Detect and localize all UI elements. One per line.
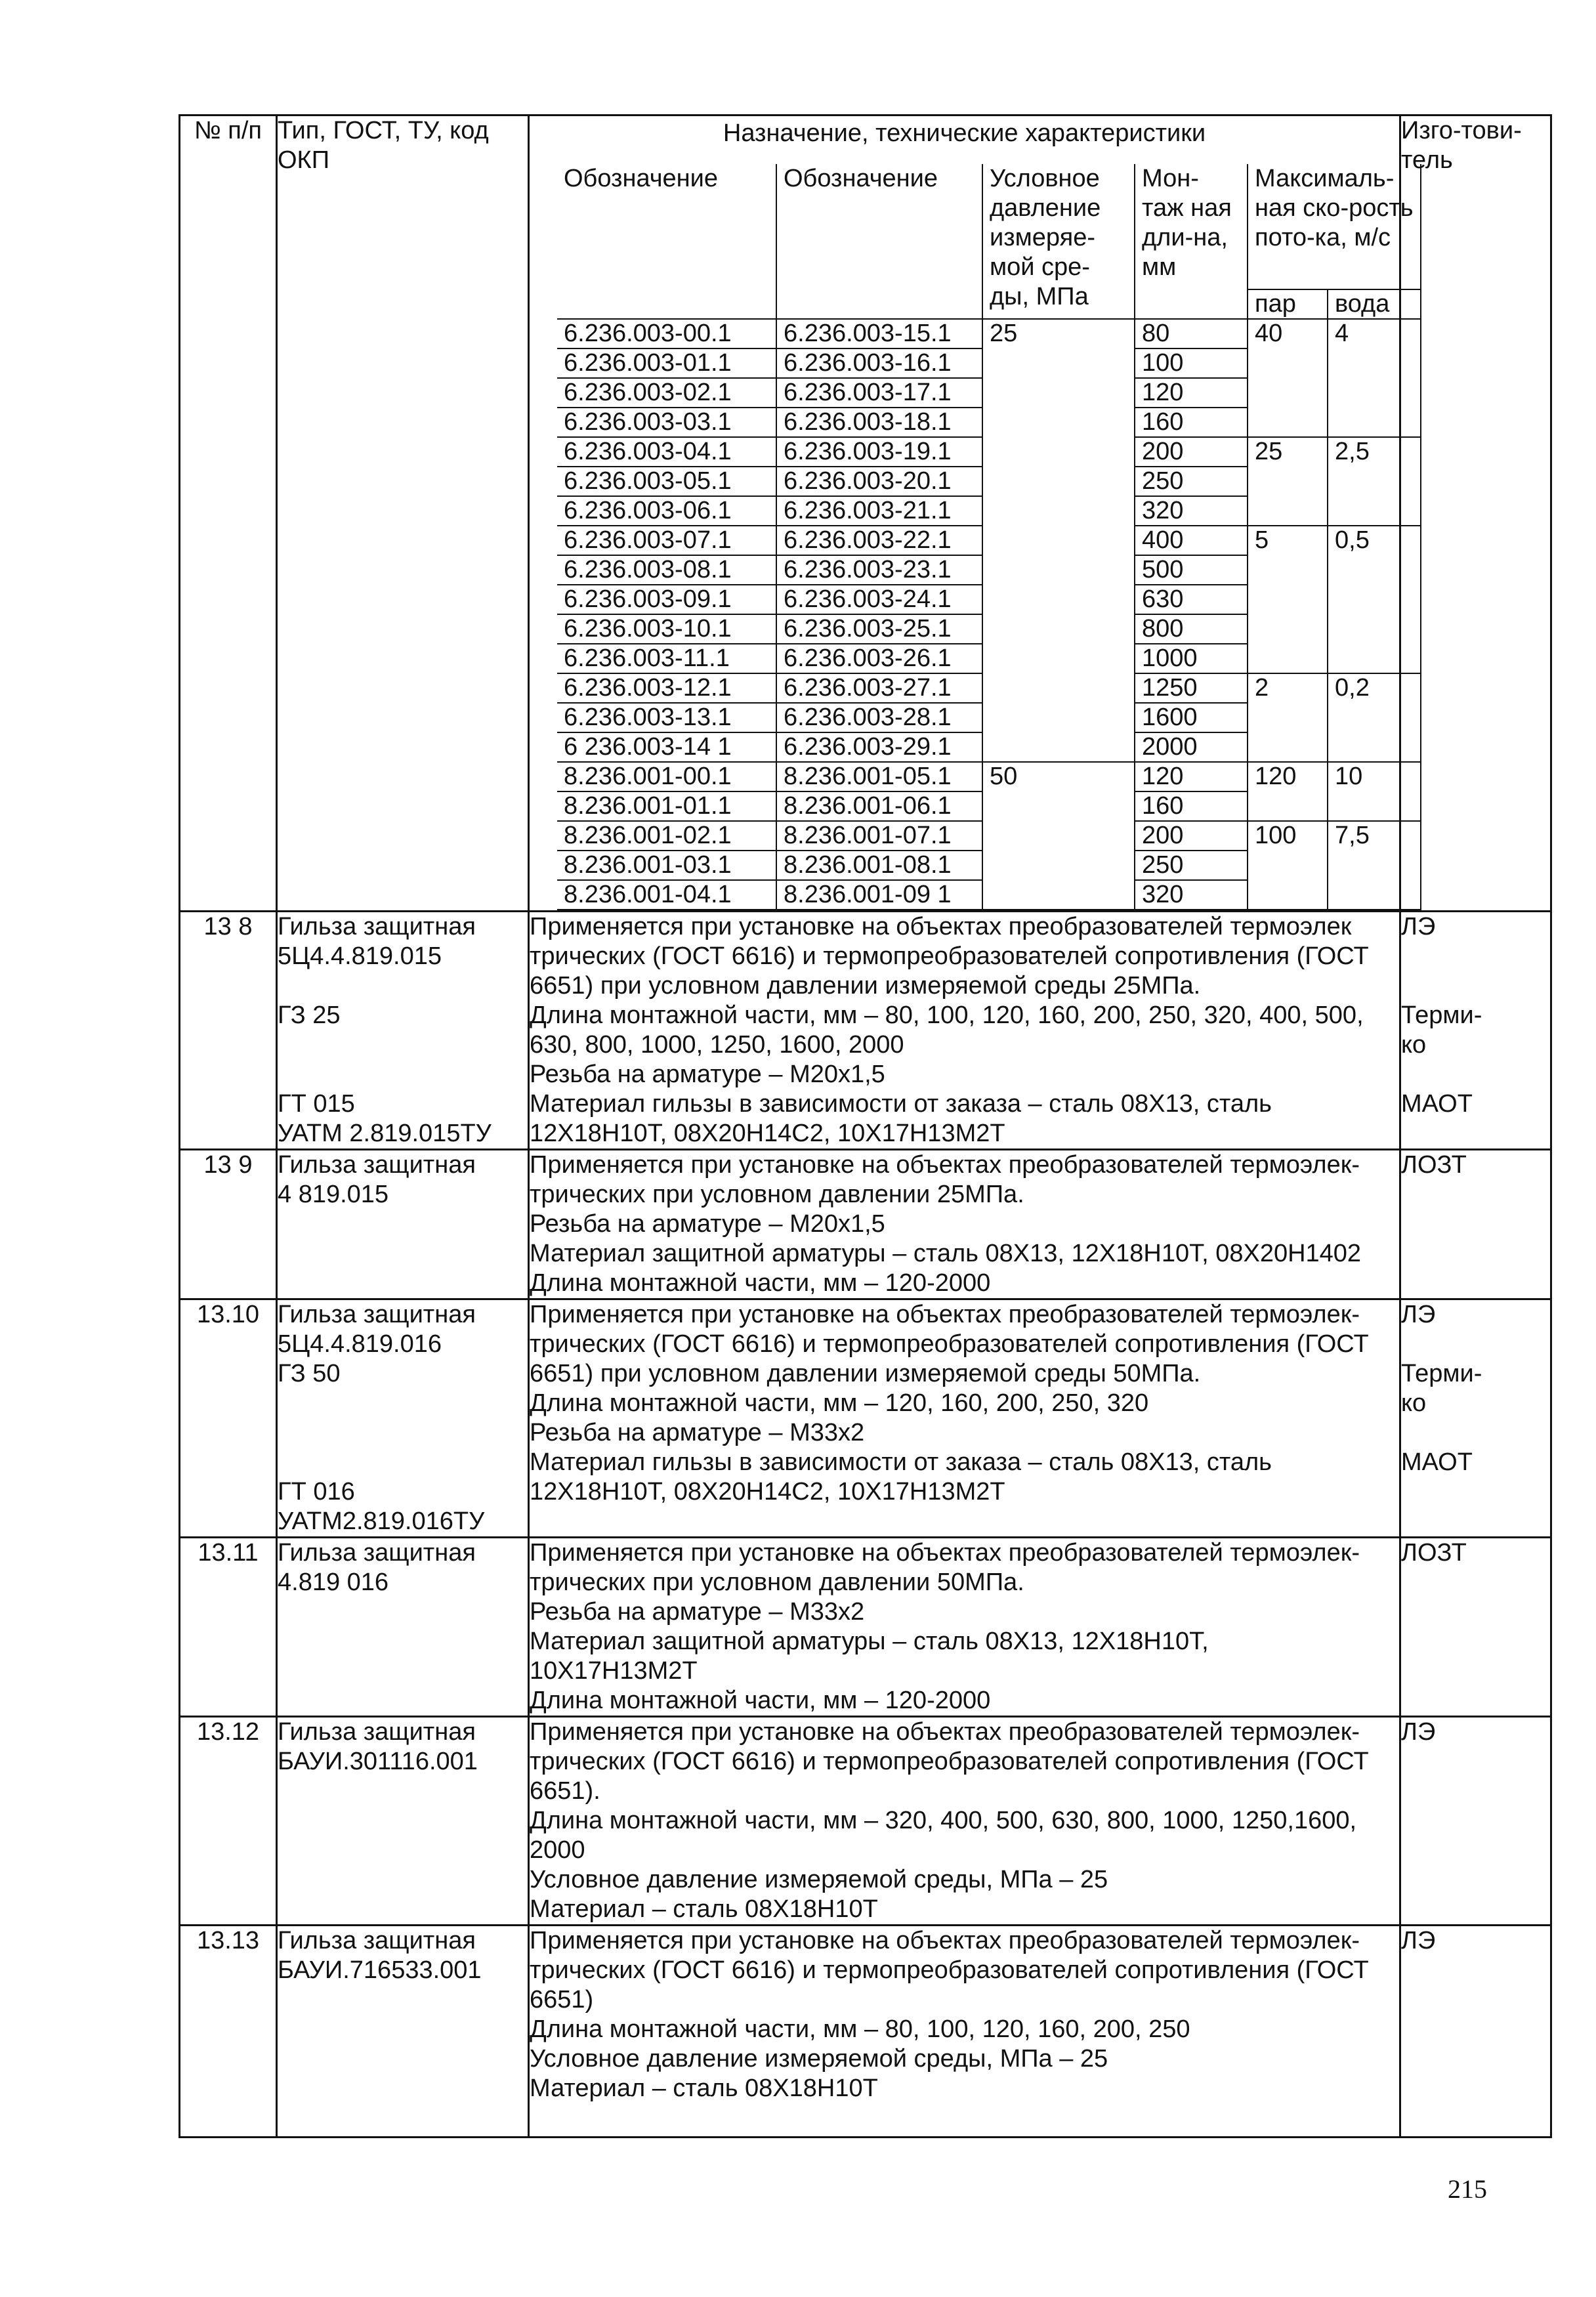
spec-water-speed: 10: [1328, 762, 1421, 821]
purpose-line: Условное давление измеряемой среды, МПа – 25: [530, 1866, 1108, 1893]
purpose-line: Резьба на арматуре – М20х1,5: [530, 1061, 885, 1088]
entry-type: [277, 1717, 529, 1926]
purpose-line: Материал защитной арматуры – сталь 08Х13, 12Х18Н10Т,: [530, 1628, 1209, 1655]
spec-steam-speed: 100: [1248, 821, 1328, 910]
spec-length: 200: [1135, 437, 1248, 467]
purpose-line: Резьба на арматуре – М33х2: [530, 1598, 865, 1626]
manufacturer-line: ЛЭ: [1401, 1927, 1436, 1954]
spec-length: 320: [1135, 880, 1248, 910]
spec-row: [557, 319, 1421, 348]
type-line: БАУИ.301116.001: [278, 1748, 478, 1775]
entry-type: [277, 1538, 529, 1717]
type-line: ГТ 016: [278, 1478, 355, 1506]
manufacturer-line: ЛЭ: [1401, 1301, 1436, 1328]
spec-designation-2: 8.236.001-07.1: [776, 821, 982, 851]
type-line: 4.819 016: [278, 1569, 389, 1596]
type-line: Гильза защитная: [278, 1539, 476, 1567]
spec-steam-speed: 2: [1248, 673, 1328, 762]
entry-purpose: [529, 1538, 1400, 1717]
spec-designation-1: 6.236.003-10.1: [557, 614, 776, 644]
manufacturer-line: ЛЭ: [1401, 913, 1436, 940]
spec-designation-2: 6.236.003-18.1: [776, 408, 982, 437]
spec-designation-2: 6.236.003-21.1: [776, 496, 982, 526]
spec-designation-1: 8.236.001-03.1: [557, 851, 776, 880]
spec-designation-2: 6.236.003-24.1: [776, 585, 982, 614]
entry-manufacturer: [1400, 1926, 1551, 2138]
entry-number: 13.13: [180, 1926, 277, 2138]
spec-designation-2: 8.236.001-09 1: [776, 880, 982, 910]
spec-designation-1: 6.236.003-09.1: [557, 585, 776, 614]
manufacturer-line: [1401, 942, 1550, 971]
purpose-line: 12Х18Н10Т, 08Х20Н14С2, 10Х17Н13М2Т: [530, 1120, 1005, 1147]
entry-purpose: [529, 1926, 1400, 2138]
spec-length: 160: [1135, 408, 1248, 437]
spec-designation-2: 6.236.003-26.1: [776, 644, 982, 673]
spec-header-row: [557, 164, 1421, 289]
spec-steam-speed: 25: [1248, 437, 1328, 526]
spec-designation-2: 6.236.003-23.1: [776, 555, 982, 585]
type-line: ГТ 015: [278, 1090, 355, 1118]
purpose-line: Длина монтажной части, мм – 120, 160, 200, 250, 320: [530, 1389, 1149, 1417]
spec-header-length: Мон-таж ная дли-на, мм: [1135, 164, 1248, 319]
type-line: ГЗ 50: [278, 1360, 341, 1387]
purpose-line: Длина монтажной части, мм – 120-2000: [530, 1687, 991, 1714]
spec-length: 80: [1135, 319, 1248, 348]
spec-designation-1: 8.236.001-02.1: [557, 821, 776, 851]
entry-purpose: [529, 912, 1400, 1150]
purpose-line: Длина монтажной части, мм – 80, 100, 120, 160, 200, 250, 320, 400, 500,: [530, 1001, 1364, 1029]
spec-designation-2: 6.236.003-29.1: [776, 732, 982, 762]
purpose-line: Применяется при установке на объектах преобразователей термоэлек-: [530, 1539, 1360, 1567]
type-line: БАУИ.716533.001: [278, 1956, 482, 1984]
entry-number: 13.12: [180, 1717, 277, 1926]
spec-designation-1: 6.236.003-05.1: [557, 467, 776, 496]
purpose-line: 12Х18Н10Т, 08Х20Н14С2, 10Х17Н13М2Т: [530, 1478, 1005, 1506]
purpose-line: трических при условном давлении 50МПа.: [530, 1569, 1024, 1596]
spec-designation-2: 8.236.001-08.1: [776, 851, 982, 880]
entry-type: [277, 1150, 529, 1299]
entry-purpose: [529, 1717, 1400, 1926]
header-row: [180, 116, 1551, 912]
manufacturer-line: Терми-: [1401, 1360, 1482, 1387]
purpose-line: Резьба на арматуре – М33х2: [530, 1419, 865, 1446]
spec-header-pressure: Условное давление измеряе-мой сре-ды, МПа: [982, 164, 1135, 319]
header-num: № п/п: [180, 116, 277, 912]
entry-purpose: [529, 1150, 1400, 1299]
spec-header-speed: Максималь-ная ско-рость пото-ка, м/с: [1248, 164, 1421, 289]
spec-designation-1: 8.236.001-01.1: [557, 791, 776, 821]
type-line: [278, 1060, 528, 1089]
manufacturer-line: ко: [1401, 1389, 1427, 1417]
entry-type: [277, 912, 529, 1150]
purpose-line: Резьба на арматуре – М20х1,5: [530, 1210, 885, 1238]
manufacturer-line: ко: [1401, 1031, 1427, 1059]
spec-header-designation-2: Обозначение: [776, 164, 982, 319]
entry-number: 13.10: [180, 1299, 277, 1538]
purpose-title: Назначение, технические характеристики: [723, 119, 1206, 147]
type-line: УАТМ 2.819.015ТУ: [278, 1120, 492, 1147]
purpose-line: трических (ГОСТ 6616) и термопреобразователей сопротивления (ГОСТ: [530, 1330, 1369, 1358]
spec-pressure: 25: [982, 319, 1135, 762]
spec-length: 320: [1135, 496, 1248, 526]
purpose-line: 630, 800, 1000, 1250, 1600, 2000: [530, 1031, 904, 1059]
entry-row: [180, 1150, 1551, 1299]
spec-length: 160: [1135, 791, 1248, 821]
entry-row: [180, 912, 1551, 1150]
spec-designation-2: 6.236.003-25.1: [776, 614, 982, 644]
spec-length: 120: [1135, 762, 1248, 791]
purpose-line: 2000: [530, 1836, 585, 1864]
entry-manufacturer: [1400, 1299, 1551, 1538]
manufacturer-line: [1401, 1060, 1550, 1089]
spec-designation-1: 6.236.003-04.1: [557, 437, 776, 467]
spec-designation-1: 8.236.001-04.1: [557, 880, 776, 910]
spec-water-speed: 4: [1328, 319, 1421, 437]
spec-length: 200: [1135, 821, 1248, 851]
spec-water-speed: 0,2: [1328, 673, 1421, 762]
spec-designation-1: 6.236.003-01.1: [557, 348, 776, 378]
manufacturer-line: ЛОЗТ: [1401, 1539, 1467, 1567]
purpose-line: Длина монтажной части, мм – 320, 400, 500, 630, 800, 1000, 1250,1600,: [530, 1807, 1357, 1834]
page-number: 215: [1448, 2174, 1487, 2204]
entry-type: [277, 1299, 529, 1538]
spec-designation-2: 6.236.003-16.1: [776, 348, 982, 378]
manufacturer-line: МАОТ: [1401, 1090, 1473, 1118]
type-line: Гильза защитная: [278, 913, 476, 940]
header-type: Тип, ГОСТ, ТУ, код ОКП: [277, 116, 529, 912]
spec-steam-speed: 40: [1248, 319, 1328, 437]
purpose-line: трических (ГОСТ 6616) и термопреобразователей сопротивления (ГОСТ: [530, 942, 1369, 970]
entry-purpose: [529, 1299, 1400, 1538]
spec-length: 100: [1135, 348, 1248, 378]
type-line: [278, 1030, 528, 1060]
spec-designation-1: 6.236.003-13.1: [557, 703, 776, 732]
entry-manufacturer: [1400, 1717, 1551, 1926]
spec-water-speed: 7,5: [1328, 821, 1421, 910]
purpose-line: Материал гильзы в зависимости от заказа – сталь 08Х13, сталь: [530, 1090, 1272, 1118]
spec-designation-1: 6.236.003-12.1: [557, 673, 776, 703]
catalog-table: [178, 114, 1552, 2138]
purpose-line: трических (ГОСТ 6616) и термопреобразователей сопротивления (ГОСТ: [530, 1956, 1369, 1984]
type-line: УАТМ2.819.016ТУ: [278, 1507, 485, 1535]
purpose-line: Длина монтажной части, мм – 80, 100, 120, 160, 200, 250: [530, 2015, 1190, 2043]
spec-designation-1: 6.236.003-03.1: [557, 408, 776, 437]
manufacturer-line: [1401, 1330, 1550, 1359]
purpose-line: Применяется при установке на объектах преобразователей термоэлек-: [530, 1927, 1360, 1954]
spec-length: 500: [1135, 555, 1248, 585]
entry-manufacturer: [1400, 1150, 1551, 1299]
entry-number: 13 9: [180, 1150, 277, 1299]
spec-designation-1: 6 236.003-14 1: [557, 732, 776, 762]
manufacturer-line: [1401, 1418, 1550, 1448]
type-line: Гильза защитная: [278, 1301, 476, 1328]
spec-length: 1000: [1135, 644, 1248, 673]
entry-row: [180, 1717, 1551, 1926]
spec-steam-speed: 5: [1248, 526, 1328, 673]
type-line: [278, 1448, 528, 1477]
spec-length: 250: [1135, 851, 1248, 880]
type-line: Гильза защитная: [278, 1718, 476, 1746]
spec-length: 1600: [1135, 703, 1248, 732]
manufacturer-line: ЛЭ: [1401, 1718, 1436, 1746]
purpose-line: Применяется при установке на объектах преобразователей термоэлек-: [530, 1151, 1360, 1179]
entry-row: [180, 1299, 1551, 1538]
spec-designation-2: 6.236.003-22.1: [776, 526, 982, 555]
spec-designation-1: 6.236.003-00.1: [557, 319, 776, 348]
type-line: Гильза защитная: [278, 1927, 476, 1954]
spec-designation-2: 6.236.003-20.1: [776, 467, 982, 496]
spec-pressure: 50: [982, 762, 1135, 910]
spec-header-steam: пар: [1248, 289, 1328, 319]
entry-row: [180, 1926, 1551, 2138]
spec-designation-1: 8.236.001-00.1: [557, 762, 776, 791]
spec-designation-2: 6.236.003-17.1: [776, 378, 982, 408]
purpose-line: трических (ГОСТ 6616) и термопреобразователей сопротивления (ГОСТ: [530, 1748, 1369, 1775]
type-line: [278, 1418, 528, 1448]
spec-length: 2000: [1135, 732, 1248, 762]
entry-manufacturer: [1400, 1538, 1551, 1717]
spec-designation-2: 6.236.003-28.1: [776, 703, 982, 732]
spec-length: 250: [1135, 467, 1248, 496]
purpose-line: трических при условном давлении 25МПа.: [530, 1181, 1024, 1208]
purpose-line: Материал – сталь 08Х18Н10Т: [530, 1895, 878, 1923]
spec-length: 800: [1135, 614, 1248, 644]
purpose-line: Применяется при установке на объектах преобразователей термоэлек: [530, 913, 1352, 940]
spec-length: 630: [1135, 585, 1248, 614]
spec-designation-2: 6.236.003-19.1: [776, 437, 982, 467]
type-line: Гильза защитная: [278, 1151, 476, 1179]
spec-header-water: вода: [1328, 289, 1421, 319]
type-line: 4 819.015: [278, 1181, 389, 1208]
spec-designation-2: 6.236.003-15.1: [776, 319, 982, 348]
type-line: 5Ц4.4.819.016: [278, 1330, 442, 1358]
spec-water-speed: 0,5: [1328, 526, 1421, 673]
spec-length: 1250: [1135, 673, 1248, 703]
purpose-line: 6651): [530, 1986, 594, 2013]
spec-designation-2: 8.236.001-05.1: [776, 762, 982, 791]
manufacturer-line: [1401, 1119, 1550, 1148]
type-line: [278, 1389, 528, 1418]
header-purpose: [529, 116, 1414, 912]
spec-table-wrap: [530, 160, 1414, 910]
purpose-line: Применяется при установке на объектах преобразователей термоэлек-: [530, 1718, 1360, 1746]
purpose-line: Длина монтажной части, мм – 120-2000: [530, 1269, 991, 1297]
spec-designation-2: 6.236.003-27.1: [776, 673, 982, 703]
spec-designation-2: 8.236.001-06.1: [776, 791, 982, 821]
purpose-line: 6651).: [530, 1777, 600, 1805]
spec-table: [557, 164, 1421, 910]
manufacturer-line: [1401, 971, 1550, 1001]
manufacturer-line: МАОТ: [1401, 1448, 1473, 1476]
purpose-line: 10Х17Н13М2Т: [530, 1657, 698, 1685]
manufacturer-line: Терми-: [1401, 1001, 1482, 1029]
entry-number: 13.11: [180, 1538, 277, 1717]
spec-designation-1: 6.236.003-07.1: [557, 526, 776, 555]
spec-designation-1: 6.236.003-11.1: [557, 644, 776, 673]
spec-length: 400: [1135, 526, 1248, 555]
type-line: ГЗ 25: [278, 1001, 341, 1029]
purpose-line: 6651) при условном давлении измеряемой среды 50МПа.: [530, 1360, 1201, 1387]
manufacturer-line: ЛОЗТ: [1401, 1151, 1467, 1179]
entry-manufacturer: [1400, 912, 1551, 1150]
spec-length: 120: [1135, 378, 1248, 408]
type-line: [278, 971, 528, 1001]
spec-designation-1: 6.236.003-02.1: [557, 378, 776, 408]
type-line: 5Ц4.4.819.015: [278, 942, 442, 970]
spec-water-speed: 2,5: [1328, 437, 1421, 526]
manufacturer-line: [1401, 1477, 1550, 1507]
spec-steam-speed: 120: [1248, 762, 1328, 821]
entry-row: [180, 1538, 1551, 1717]
purpose-line: Применяется при установке на объектах преобразователей термоэлек-: [530, 1301, 1360, 1328]
purpose-line: Материал защитной арматуры – сталь 08Х13, 12Х18Н10Т, 08Х20Н1402: [530, 1240, 1362, 1267]
purpose-line: Условное давление измеряемой среды, МПа – 25: [530, 2045, 1108, 2073]
purpose-line: Материал – сталь 08Х18Н10Т: [530, 2075, 878, 2102]
purpose-line: Материал гильзы в зависимости от заказа – сталь 08Х13, сталь: [530, 1448, 1272, 1476]
spec-header-designation-1: Обозначение: [557, 164, 776, 319]
entry-number: 13 8: [180, 912, 277, 1150]
purpose-line: 6651) при условном давлении измеряемой среды 25МПа.: [530, 972, 1201, 1000]
spec-designation-1: 6.236.003-08.1: [557, 555, 776, 585]
spec-designation-1: 6.236.003-06.1: [557, 496, 776, 526]
entry-type: [277, 1926, 529, 2138]
spec-row: [557, 762, 1421, 791]
header-manufacturer: Изго-тови-тель: [1400, 116, 1551, 912]
